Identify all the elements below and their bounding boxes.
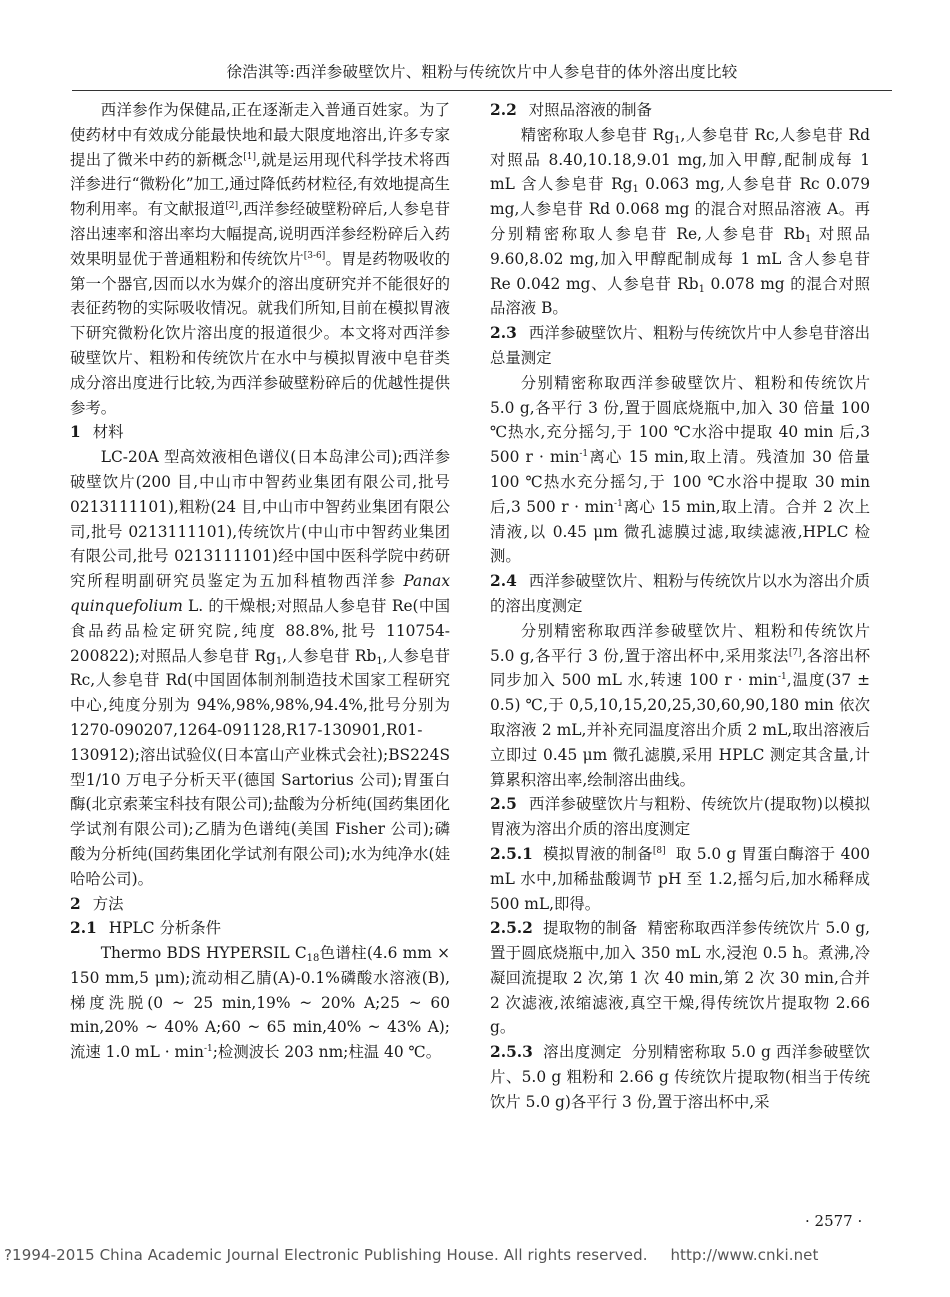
latin-name: Panax quinquefolium (70, 572, 450, 615)
reference-solution-paragraph: 精密称取人参皂苷 $Rg_1$,人参皂苷 Rc,人参皂苷 Rd 对照品 8.40,10.18,9.01 mg,加入甲醇,配制成每 1 mL 含人参皂苷 $Rg_1$ 0.063 mg,人参皂苷 Rc 0.079 mg,人参皂苷 Rd 0.068 mg 的混合对照品溶液 A。再分别精密称取人参皂苷 Re,人参皂苷 $Rb_1$ 对照品 9.60,8.02 mg,加入甲醇配制成每 1 mL 含人参皂苷 Re 0.042 mg、人参皂苷 $Rb_1$ 0.078 mg 的混合对照品溶液 B。 (490, 125, 870, 318)
hplc-paragraph: Thermo BDS HYPERSIL $C_{18}$色谱柱(4.6 mm × 150 mm,5 μm);流动相乙腈(A)-0.1%磷酸水溶液(B),梯度洗脱(0 ~ 25 min,19% ~ 20% A;25 ~ 60 min,20% ~ 40% A;60 ~ 65 min,40% ~ 43% A);流速 1.0 mL · $\min^{-1}$;检测波长 203 nm;柱温 40 ℃。 (70, 944, 450, 1062)
section-heading-1: 1 材料 (70, 423, 124, 442)
water-dissolution-paragraph: 分别精密称取西洋参破壁饮片、粗粉和传统饮片 5.0 g,各平行 3 份,置于溶出杯中,采用浆法[7],各溶出杯同步加入 500 mL 水,转速 100 $r \cdot \min^{-1}$,温度(37 ± 0.5) ℃,于 0,5,10,15,20,25,30,60,90,180 min 依次取溶液 2 mL,并补充同温度溶出介质 2 mL,取出溶液后立即过 0.45 μm 微孔滤膜,采用 HPLC 测定其含量,计算累积溶出率,绘制溶出曲线。 (490, 621, 870, 789)
section-heading-2-4: 2.4 西洋参破壁饮片、粗粉与传统饮片以水为溶出介质的溶出度测定 (490, 572, 870, 615)
intro-paragraph: 西洋参作为保健品,正在逐渐走入普通百姓家。为了使药材中有效成分能最快地和最大限度地溶出,许多专家提出了微米中药的新概念[1],就是运用现代科学技术将西洋参进行“微粉化”加工,通过降低药材粒径,有效地提高生物利用率。有文献报道[2],西洋参经破壁粉碎后,人参皂苷溶出速率和溶出率均大幅提高,说明西洋参经粉碎后入药效果明显优于普通粗粉和传统饮片[3-6]。胃是药物吸收的第一个器官,因而以水为媒介的溶出度研究并不能很好的表征药物的实际吸收情况。就我们所知,目前在模拟胃液下研究微粉化饮片溶出度的报道很少。本文将对西洋参破壁饮片、粗粉和传统饮片在水中与模拟胃液中皂苷类成分溶出度进行比较,为西洋参破壁粉碎后的优越性提供参考。 (70, 101, 450, 417)
materials-paragraph: LC-20A 型高效液相色谱仪(日本岛津公司);西洋参破壁饮片(200 目,中山市中智药业集团有限公司,批号 0213111101),粗粉(24 目,中山市中智药业集团有限公司,批号 0213111101),传统饮片(中山市中智药业集团有限公司,批号 0213111101)经中国中医科学院中药研究所程明副研究员鉴定为五加科植物西洋参 Panax quinquefolium L. 的干燥根;对照品人参皂苷 Re(中国食品药品检定研究院,纯度 88.8%,批号 110754-200822);对照品人参皂苷 $Rg_1$,人参皂苷 $Rb_1$,人参皂苷 Rc,人参皂苷 Rd(中国固体制剂制造技术国家工程研究中心,纯度分别为 94%,98%,98%,94.4%,批号分别为 1270-090207,1264-091128,R17-130901,R01-130912);溶出试验仪(日本富山产业株式会社);BS224S 型1/10 万电子分析天平(德国 Sartorius 公司);胃蛋白酶(北京索莱宝科技有限公司);盐酸为分析纯(国药集团化学试剂有限公司);乙腈为色谱纯(美国 Fisher 公司);磷酸为分析纯(国药集团化学试剂有限公司);水为纯净水(娃哈哈公司)。 (70, 448, 450, 888)
footer (4, 1246, 944, 1264)
citation-1[interactable]: [1] (243, 151, 257, 162)
total-dissolution-paragraph: 分别精密称取西洋参破壁饮片、粗粉和传统饮片 5.0 g,各平行 3 份,置于圆底烧瓶中,加入 30 倍量 100 ℃热水,充分摇匀,于 100 ℃水浴中提取 40 min 后,3 500 $r \cdot \min^{-1}$离心 15 min,取上清。残渣加 30 倍量 100 ℃热水充分摇匀,于 100 ℃水浴中提取 30 min 后,3 500 $r \cdot \min^{-1}$离心 15 min,取上清。合并 2 次上清液,以 0.45 μm 微孔滤膜过滤,取续滤液,HPLC 检测。 (490, 373, 871, 566)
citation-3-6[interactable]: [3-6] (303, 250, 326, 261)
right-column (490, 98, 870, 1115)
citation-2[interactable]: [2] (225, 201, 239, 212)
section-2-5-1: 2.5.1 模拟胃液的制备[8] 取 5.0 g 胃蛋白酶溶于 400 mL 水中,加稀盐酸调节 pH 至 1.2,摇匀后,加水稀释成 500 mL,即得。 (490, 844, 870, 913)
section-heading-2-3: 2.3 西洋参破壁饮片、粗粉与传统饮片中人参皂苷溶出总量测定 (490, 324, 870, 367)
section-2-5-3: 2.5.3 溶出度测定 分别精密称取 5.0 g 西洋参破壁饮片、5.0 g 粗粉和 2.66 g 传统饮片提取物(相当于传统饮片 5.0 g)各平行 3 份,置于溶出杯中,采 (490, 1043, 870, 1111)
citation-8[interactable]: [8] (652, 845, 666, 856)
cnki-link[interactable]: http://www.cnki.net (670, 1246, 819, 1264)
left-column (70, 98, 450, 1065)
running-header: 徐浩淇等:西洋参破壁饮片、粗粉与传统饮片中人参皂苷的体外溶出度比较 (226, 63, 738, 81)
section-heading-2: 2 方法 (70, 894, 124, 913)
section-heading-2-1: 2.1 HPLC 分析条件 (70, 919, 222, 938)
section-2-5-2: 2.5.2 提取物的制备 精密称取西洋参传统饮片 5.0 g,置于圆底烧瓶中,加入 350 mL 水,浸泡 0.5 h。煮沸,冷凝回流提取 2 次,第 1 次 40 min,第 2 次 30 min,合并 2 次滤液,浓缩滤液,真空干燥,得传统饮片提取物 2.66 g。 (490, 919, 870, 1037)
page-number: · 2577 · (805, 1212, 863, 1230)
copyright-notice: ?1994-2015 China Academic Journal Electronic Publishing House. All rights reserved. (4, 1246, 648, 1264)
section-heading-2-2: 2.2 对照品溶液的制备 (490, 101, 652, 119)
header-rule (72, 90, 892, 91)
section-heading-2-5: 2.5 西洋参破壁饮片与粗粉、传统饮片(提取物)以模拟胃液为溶出介质的溶出度测定 (490, 795, 870, 839)
citation-7[interactable]: [7] (788, 647, 802, 658)
